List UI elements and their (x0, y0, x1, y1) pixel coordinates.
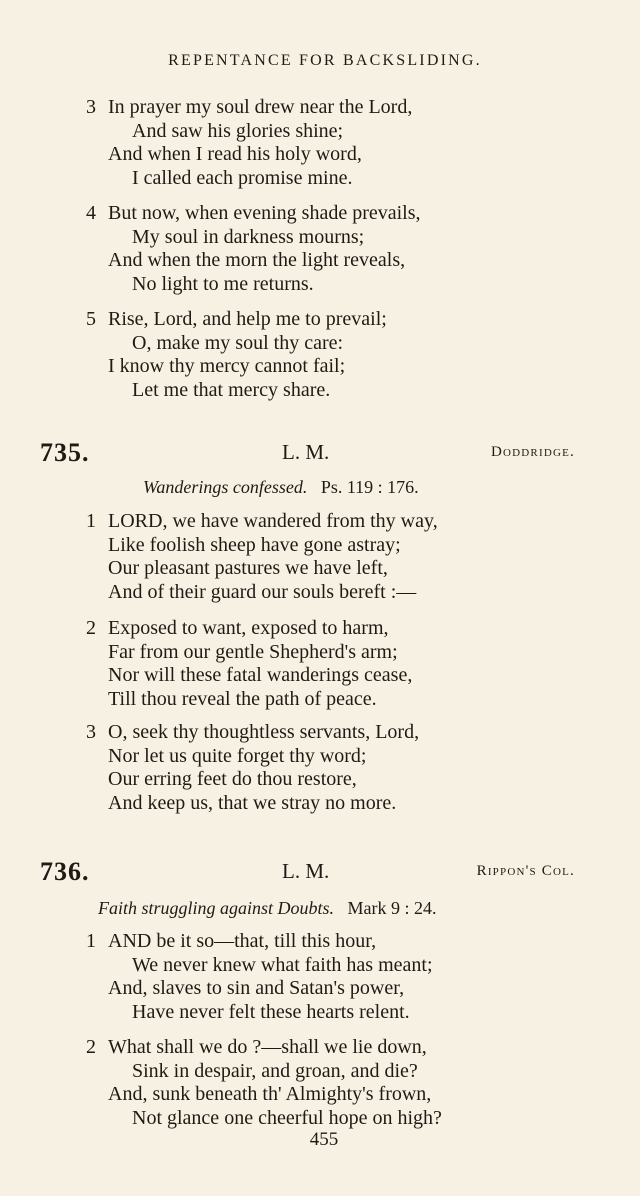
hymn-735-header (40, 438, 575, 468)
stanza-line: Let me that mercy share. (132, 378, 331, 401)
stanza-number: 3 (86, 96, 96, 118)
stanza-5-top (86, 308, 387, 402)
hymn-meter: L. M. (282, 859, 330, 883)
hymn-author: Rippon's Col. (476, 863, 575, 879)
page-number: 455 (309, 1129, 339, 1150)
scripture-reference: Mark 9 : 24. (347, 898, 437, 918)
scripture-reference: Ps. 119 : 176. (320, 477, 419, 497)
stanza-line: And saw his glories shine; (132, 119, 344, 142)
stanza-line (86, 96, 412, 120)
stanza-line (86, 308, 387, 332)
stanza-line: Nor will these fatal wanderings cease, (108, 664, 413, 686)
hymn-title: Wanderings confessed. (143, 477, 308, 497)
stanza-number: 3 (86, 721, 96, 743)
hymn-title: Faith struggling against Doubts. (98, 898, 335, 918)
line-text: Exposed to want, exposed to harm, (108, 617, 389, 639)
hymn-735-stanza-3 (86, 721, 419, 815)
stanza-line: And, sunk beneath th' Almighty's frown, (108, 1083, 432, 1105)
stanza-number: 2 (86, 617, 96, 639)
stanza-line: My soul in darkness mourns; (132, 225, 365, 248)
stanza-line: And, slaves to sin and Satan's power, (108, 977, 405, 999)
stanza-line: Nor let us quite forget thy word; (108, 744, 367, 767)
hymn-735-stanza-1 (86, 510, 438, 604)
stanza-line: And keep us, that we stray no more. (108, 791, 397, 814)
stanza-3-top (86, 96, 412, 190)
hymn-736-header (40, 857, 575, 887)
stanza-line: No light to me returns. (132, 272, 314, 295)
stanza-line: Sink in despair, and groan, and die? (132, 1059, 418, 1082)
stanza-line: And when I read his holy word, (108, 143, 362, 165)
stanza-line: Have never felt these hearts relent. (132, 1000, 410, 1023)
hymn-meter: L. M. (282, 440, 330, 464)
stanza-line (86, 202, 421, 226)
hymn-735-stanza-2 (86, 617, 412, 711)
hymn-number: 735. (40, 438, 90, 467)
stanza-line (86, 721, 419, 745)
stanza-line (86, 510, 438, 534)
stanza-line: Not glance one cheerful hope on high? (132, 1106, 442, 1129)
stanza-line: Our erring feet do thou restore, (108, 768, 357, 790)
stanza-number: 2 (86, 1036, 96, 1058)
hymn-author: Doddridge. (490, 444, 575, 460)
stanza-line: Far from our gentle Shepherd's arm; (108, 640, 398, 663)
line-text: LORD, we have wandered from thy way, (108, 510, 438, 532)
line-text: Rise, Lord, and help me to prevail; (108, 308, 387, 330)
stanza-line: I called each promise mine. (132, 166, 353, 189)
stanza-line (86, 930, 433, 954)
running-head: REPENTANCE FOR BACKSLIDING. (168, 52, 482, 69)
hymn-735-subtitle (143, 477, 419, 498)
stanza-line: Till thou reveal the path of peace. (108, 687, 377, 710)
stanza-line: O, make my soul thy care: (132, 331, 344, 354)
stanza-number: 4 (86, 202, 96, 224)
stanza-number: 5 (86, 308, 96, 330)
stanza-line (86, 1036, 442, 1060)
stanza-line: And of their guard our souls bereft :— (108, 580, 417, 603)
line-text: In prayer my soul drew near the Lord, (108, 96, 413, 118)
stanza-line: Our pleasant pastures we have left, (108, 557, 388, 579)
stanza-number: 1 (86, 930, 96, 952)
hymn-736-stanza-2 (86, 1036, 442, 1130)
stanza-line (86, 617, 412, 641)
stanza-line: I know thy mercy cannot fail; (108, 355, 346, 377)
line-text: What shall we do ?—shall we lie down, (108, 1036, 427, 1058)
line-text: O, seek thy thoughtless servants, Lord, (108, 721, 420, 743)
stanza-line: And when the morn the light reveals, (108, 249, 406, 271)
stanza-line: Like foolish sheep have gone astray; (108, 533, 401, 556)
stanza-4-top (86, 202, 421, 296)
hymn-number: 736. (40, 857, 90, 886)
line-text: AND be it so—that, till this hour, (108, 930, 377, 952)
hymn-736-subtitle (98, 898, 437, 919)
stanza-line: We never knew what faith has meant; (132, 953, 433, 976)
stanza-number: 1 (86, 510, 96, 532)
hymn-736-stanza-1 (86, 930, 433, 1024)
line-text: But now, when evening shade prevails, (108, 202, 421, 224)
